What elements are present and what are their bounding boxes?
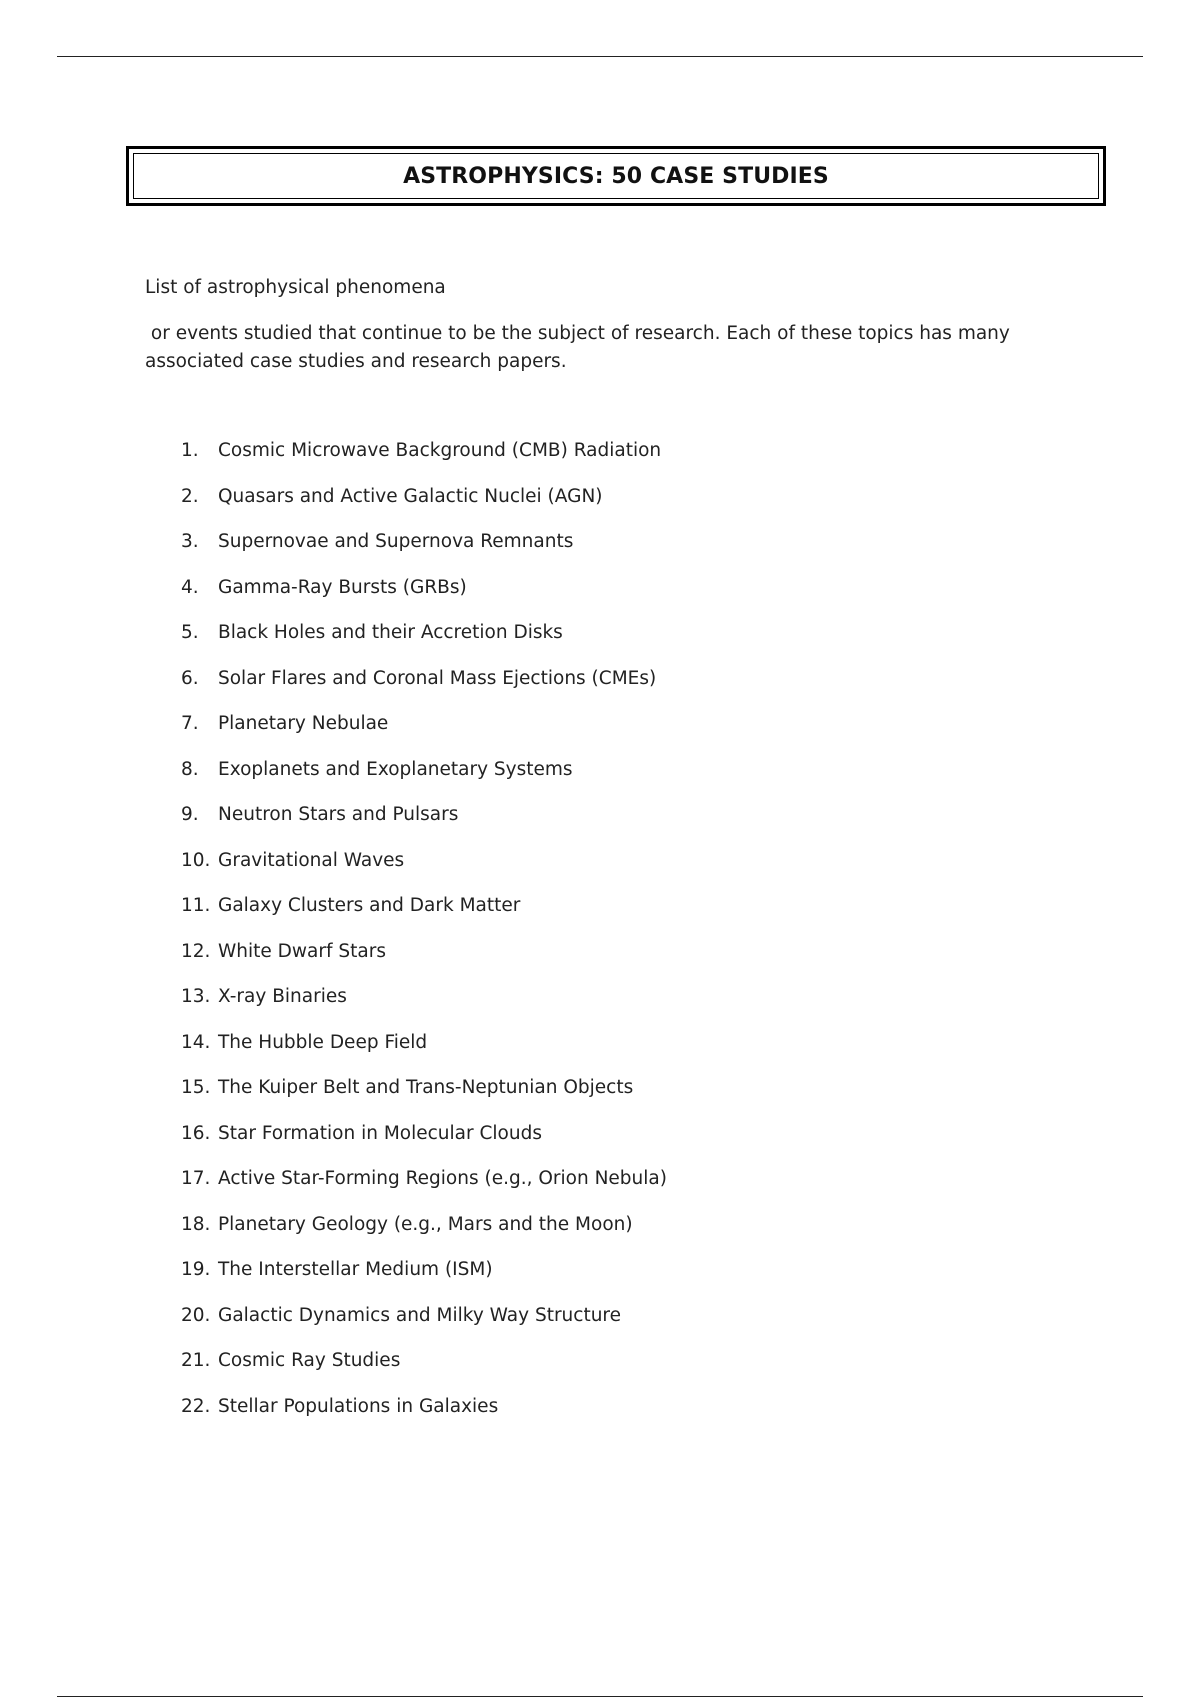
list-item-label: Exoplanets and Exoplanetary Systems — [218, 758, 573, 780]
list-item — [0, 1252, 1200, 1298]
list-item — [0, 934, 1200, 980]
list-item-number: 22. — [181, 1395, 211, 1417]
list-item-label: Gamma-Ray Bursts (GRBs) — [218, 576, 467, 598]
list-item — [0, 524, 1200, 570]
list-item-label: Supernovae and Supernova Remnants — [218, 531, 574, 552]
header-rule — [57, 56, 1143, 57]
list-item-number: 7. — [181, 713, 199, 734]
title-inner-frame — [133, 153, 1099, 199]
list-item-number: 13. — [181, 986, 211, 1007]
list-item-label: Cosmic Microwave Background (CMB) Radiation — [218, 440, 662, 461]
list-item — [0, 1389, 1200, 1435]
topic-list — [0, 433, 1200, 1434]
list-item — [0, 615, 1200, 661]
list-item-label: Star Formation in Molecular Clouds — [218, 1122, 542, 1144]
list-item — [0, 570, 1200, 616]
title-box — [126, 146, 1106, 206]
list-item — [0, 979, 1200, 1025]
list-item — [0, 797, 1200, 843]
list-item-number: 15. — [181, 1077, 211, 1098]
list-item — [0, 1161, 1200, 1207]
list-item-label: Galaxy Clusters and Dark Matter — [218, 895, 521, 916]
list-item-label: The Interstellar Medium (ISM) — [218, 1259, 493, 1280]
list-item — [0, 1070, 1200, 1116]
list-item — [0, 433, 1200, 479]
list-item-number: 12. — [181, 940, 211, 962]
list-item-label: Stellar Populations in Galaxies — [218, 1395, 499, 1417]
list-item-number: 21. — [181, 1350, 211, 1371]
list-item — [0, 1298, 1200, 1344]
list-item-label: Neutron Stars and Pulsars — [218, 804, 459, 825]
list-item-number: 5. — [181, 622, 199, 643]
list-item-label: Planetary Geology (e.g., Mars and the Moon) — [218, 1213, 633, 1235]
list-item-number: 1. — [181, 440, 199, 461]
list-item — [0, 706, 1200, 752]
list-item — [0, 1116, 1200, 1162]
list-item-label: Gravitational Waves — [218, 849, 405, 871]
list-item — [0, 1025, 1200, 1071]
list-item-number: 9. — [181, 804, 199, 825]
list-item-number: 19. — [181, 1259, 211, 1280]
list-item-number: 14. — [181, 1031, 211, 1053]
intro-body: or events studied that continue to be the subject of research. Each of these topics has many associated case studies and research papers. — [145, 323, 1016, 372]
list-item-number: 10. — [181, 849, 211, 871]
document-title: ASTROPHYSICS: 50 CASE STUDIES — [403, 163, 829, 189]
list-item — [0, 843, 1200, 889]
list-item-number: 11. — [181, 895, 211, 916]
list-item-number: 18. — [181, 1213, 211, 1235]
list-item-number: 4. — [181, 576, 199, 598]
list-item-number: 17. — [181, 1168, 211, 1189]
list-item-number: 20. — [181, 1304, 211, 1326]
list-item — [0, 752, 1200, 798]
list-item-label: Planetary Nebulae — [218, 713, 389, 734]
list-item-number: 16. — [181, 1122, 211, 1144]
list-item — [0, 479, 1200, 525]
list-item-label: Active Star-Forming Regions (e.g., Orion Nebula) — [218, 1168, 667, 1189]
list-item-label: Solar Flares and Coronal Mass Ejections (CMEs) — [218, 667, 657, 689]
list-item-label: Galactic Dynamics and Milky Way Structure — [218, 1304, 622, 1326]
intro-section — [145, 274, 1085, 376]
list-item-number: 8. — [181, 758, 199, 780]
list-item-label: Quasars and Active Galactic Nuclei (AGN) — [218, 485, 603, 507]
list-item — [0, 1343, 1200, 1389]
list-item-label: The Kuiper Belt and Trans-Neptunian Objects — [218, 1077, 634, 1098]
list-item-label: Black Holes and their Accretion Disks — [218, 622, 563, 643]
list-item-label: The Hubble Deep Field — [218, 1031, 428, 1053]
intro-lead: List of astrophysical phenomena — [145, 277, 446, 298]
list-item-number: 2. — [181, 485, 199, 507]
list-item-number: 6. — [181, 667, 199, 689]
list-item — [0, 661, 1200, 707]
list-item-label: White Dwarf Stars — [218, 940, 386, 962]
footer-rule — [57, 1696, 1143, 1697]
list-item — [0, 888, 1200, 934]
list-item — [0, 1207, 1200, 1253]
list-item-label: X-ray Binaries — [218, 986, 347, 1007]
list-item-label: Cosmic Ray Studies — [218, 1350, 401, 1371]
list-item-number: 3. — [181, 531, 199, 552]
